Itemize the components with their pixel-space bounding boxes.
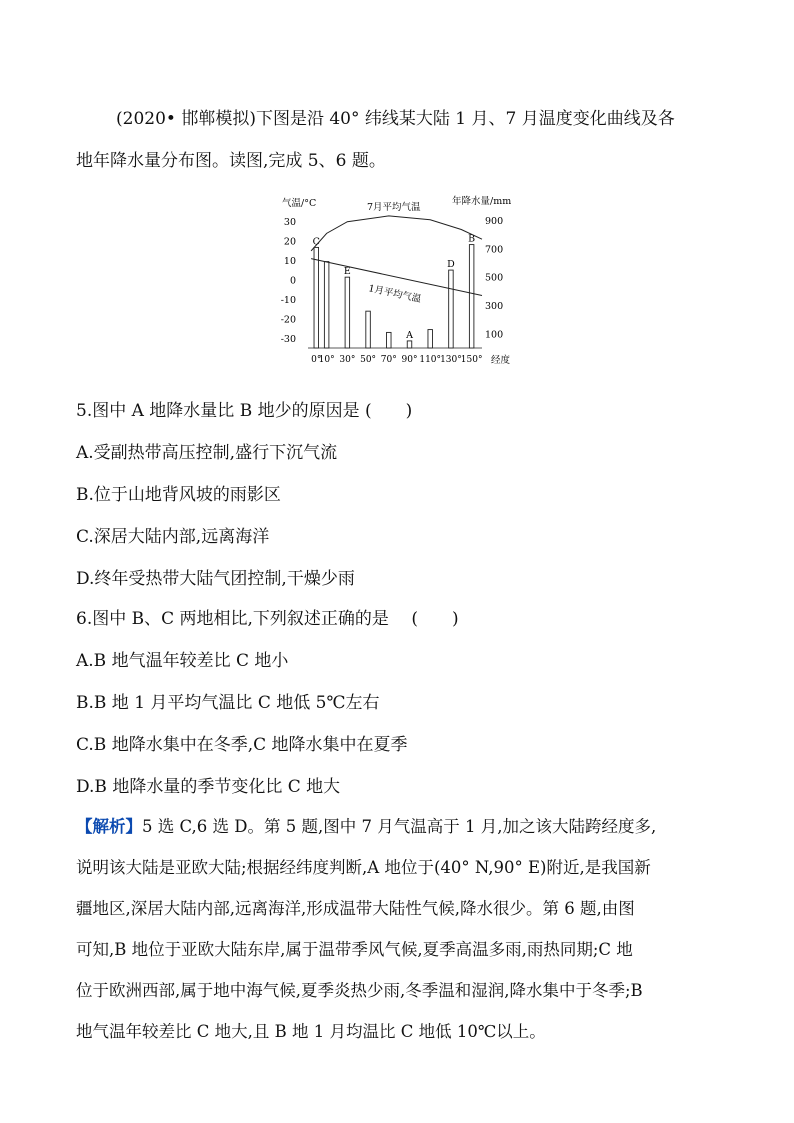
solution-line-4: 可知,B 地位于亚欧大陆东岸,属于温带季风气候,夏季高温多雨,雨热同期;C 地 bbox=[76, 940, 633, 959]
bar-point-label: D bbox=[447, 259, 455, 271]
solution-line-6: 地气温年较差比 C 地大,且 B 地 1 月均温比 C 地低 10℃以上。 bbox=[76, 1022, 546, 1041]
precipitation-bar bbox=[366, 311, 371, 348]
x-tick-label: 150° bbox=[460, 355, 483, 365]
right-axis-label: 年降水量/mm bbox=[452, 196, 512, 207]
july-curve-label: 7月平均气温 bbox=[367, 202, 421, 213]
question-5-stem: 5.图中 A 地降水量比 B 地少的原因是 ( ) bbox=[76, 401, 413, 421]
question-6-option-d: D.B 地降水量的季节变化比 C 地大 bbox=[76, 777, 341, 797]
bar-point-label: B bbox=[468, 233, 476, 245]
right-tick-label: 700 bbox=[485, 244, 504, 256]
left-tick-label: 30 bbox=[283, 217, 296, 229]
left-axis-ticks bbox=[281, 217, 296, 345]
right-tick-label: 500 bbox=[485, 272, 504, 284]
x-axis-label: 经度 bbox=[491, 355, 511, 366]
precipitation-bar bbox=[449, 270, 454, 348]
x-tick-label: 30° bbox=[339, 355, 356, 365]
solution-tag: 【解析】 bbox=[76, 817, 142, 836]
january-line-label: 1月平均气温 bbox=[367, 283, 423, 306]
temperature-precipitation-chart bbox=[270, 188, 530, 366]
left-tick-label: 0 bbox=[289, 275, 296, 287]
bar-point-label: E bbox=[343, 266, 351, 278]
july-temperature-curve bbox=[311, 216, 482, 251]
x-tick-label: 110° bbox=[419, 355, 442, 365]
right-tick-label: 100 bbox=[485, 329, 504, 341]
precipitation-bar bbox=[324, 262, 329, 348]
bar-point-label: C bbox=[312, 236, 320, 248]
x-tick-label: 0° bbox=[311, 355, 322, 365]
right-tick-label: 300 bbox=[485, 301, 504, 312]
x-tick-label: 70° bbox=[380, 355, 397, 365]
question-5-option-b: B.位于山地背风坡的雨影区 bbox=[76, 485, 281, 505]
right-tick-label: 900 bbox=[485, 216, 504, 227]
intro-paragraph bbox=[76, 98, 726, 182]
question-5-option-a: A.受副热带高压控制,盛行下沉气流 bbox=[76, 443, 338, 463]
solution-line-1-text: 5 选 C,6 选 D。第 5 题,图中 7 月气温高于 1 月,加之该大陆跨经度多, bbox=[142, 817, 657, 836]
left-axis-label: 气温/°C bbox=[282, 198, 317, 209]
precipitation-bar bbox=[428, 330, 433, 348]
precipitation-bar bbox=[407, 341, 412, 348]
temperature-lines bbox=[311, 216, 482, 296]
intro-line-1: (2020• 邯郸模拟)下图是沿 40° 纬线某大陆 1 月、7 月温度变化曲线及各 bbox=[116, 109, 675, 129]
bar-point-label: A bbox=[406, 329, 413, 341]
x-tick-label: 50° bbox=[360, 355, 377, 365]
left-tick-label: -30 bbox=[280, 333, 296, 345]
left-tick-label: -20 bbox=[280, 314, 296, 326]
x-axis-ticks bbox=[308, 348, 482, 365]
question-6-option-c: C.B 地降水集中在冬季,C 地降水集中在夏季 bbox=[76, 735, 408, 755]
intro-line-2: 地年降水量分布图。读图,完成 5、6 题。 bbox=[76, 151, 386, 171]
x-tick-label: 90° bbox=[401, 355, 418, 365]
left-tick-label: 10 bbox=[283, 256, 296, 268]
x-tick-label: 130° bbox=[440, 355, 462, 365]
question-6-option-b: B.B 地 1 月平均气温比 C 地低 5℃左右 bbox=[76, 693, 380, 713]
precipitation-bar bbox=[469, 245, 474, 348]
left-tick-label: -10 bbox=[280, 294, 296, 306]
solution-block bbox=[76, 806, 736, 1052]
right-axis-ticks bbox=[485, 216, 503, 340]
solution-line-1 bbox=[76, 806, 736, 847]
solution-line-3: 疆地区,深居大陆内部,远离海洋,形成温带大陆性气候,降水很少。第 6 题,由图 bbox=[76, 899, 635, 918]
question-6-option-a: A.B 地气温年较差比 C 地小 bbox=[76, 651, 289, 671]
left-tick-label: 20 bbox=[283, 236, 296, 248]
question-6-stem: 6.图中 B、C 两地相比,下列叙述正确的是 ( ) bbox=[76, 609, 459, 629]
question-5-option-c: C.深居大陆内部,远离海洋 bbox=[76, 527, 270, 547]
solution-line-2: 说明该大陆是亚欧大陆;根据经纬度判断,A 地位于(40° N,90° E)附近,是我国新 bbox=[76, 858, 651, 877]
precipitation-bar bbox=[387, 332, 392, 348]
precipitation-bar bbox=[345, 277, 350, 348]
question-5-option-d: D.终年受热带大陆气团控制,干燥少雨 bbox=[76, 569, 355, 589]
x-tick-label: 10° bbox=[318, 355, 335, 365]
precipitation-bar bbox=[314, 247, 319, 348]
solution-line-5: 位于欧洲西部,属于地中海气候,夏季炎热少雨,冬季温和湿润,降水集中于冬季;B bbox=[76, 981, 643, 1000]
